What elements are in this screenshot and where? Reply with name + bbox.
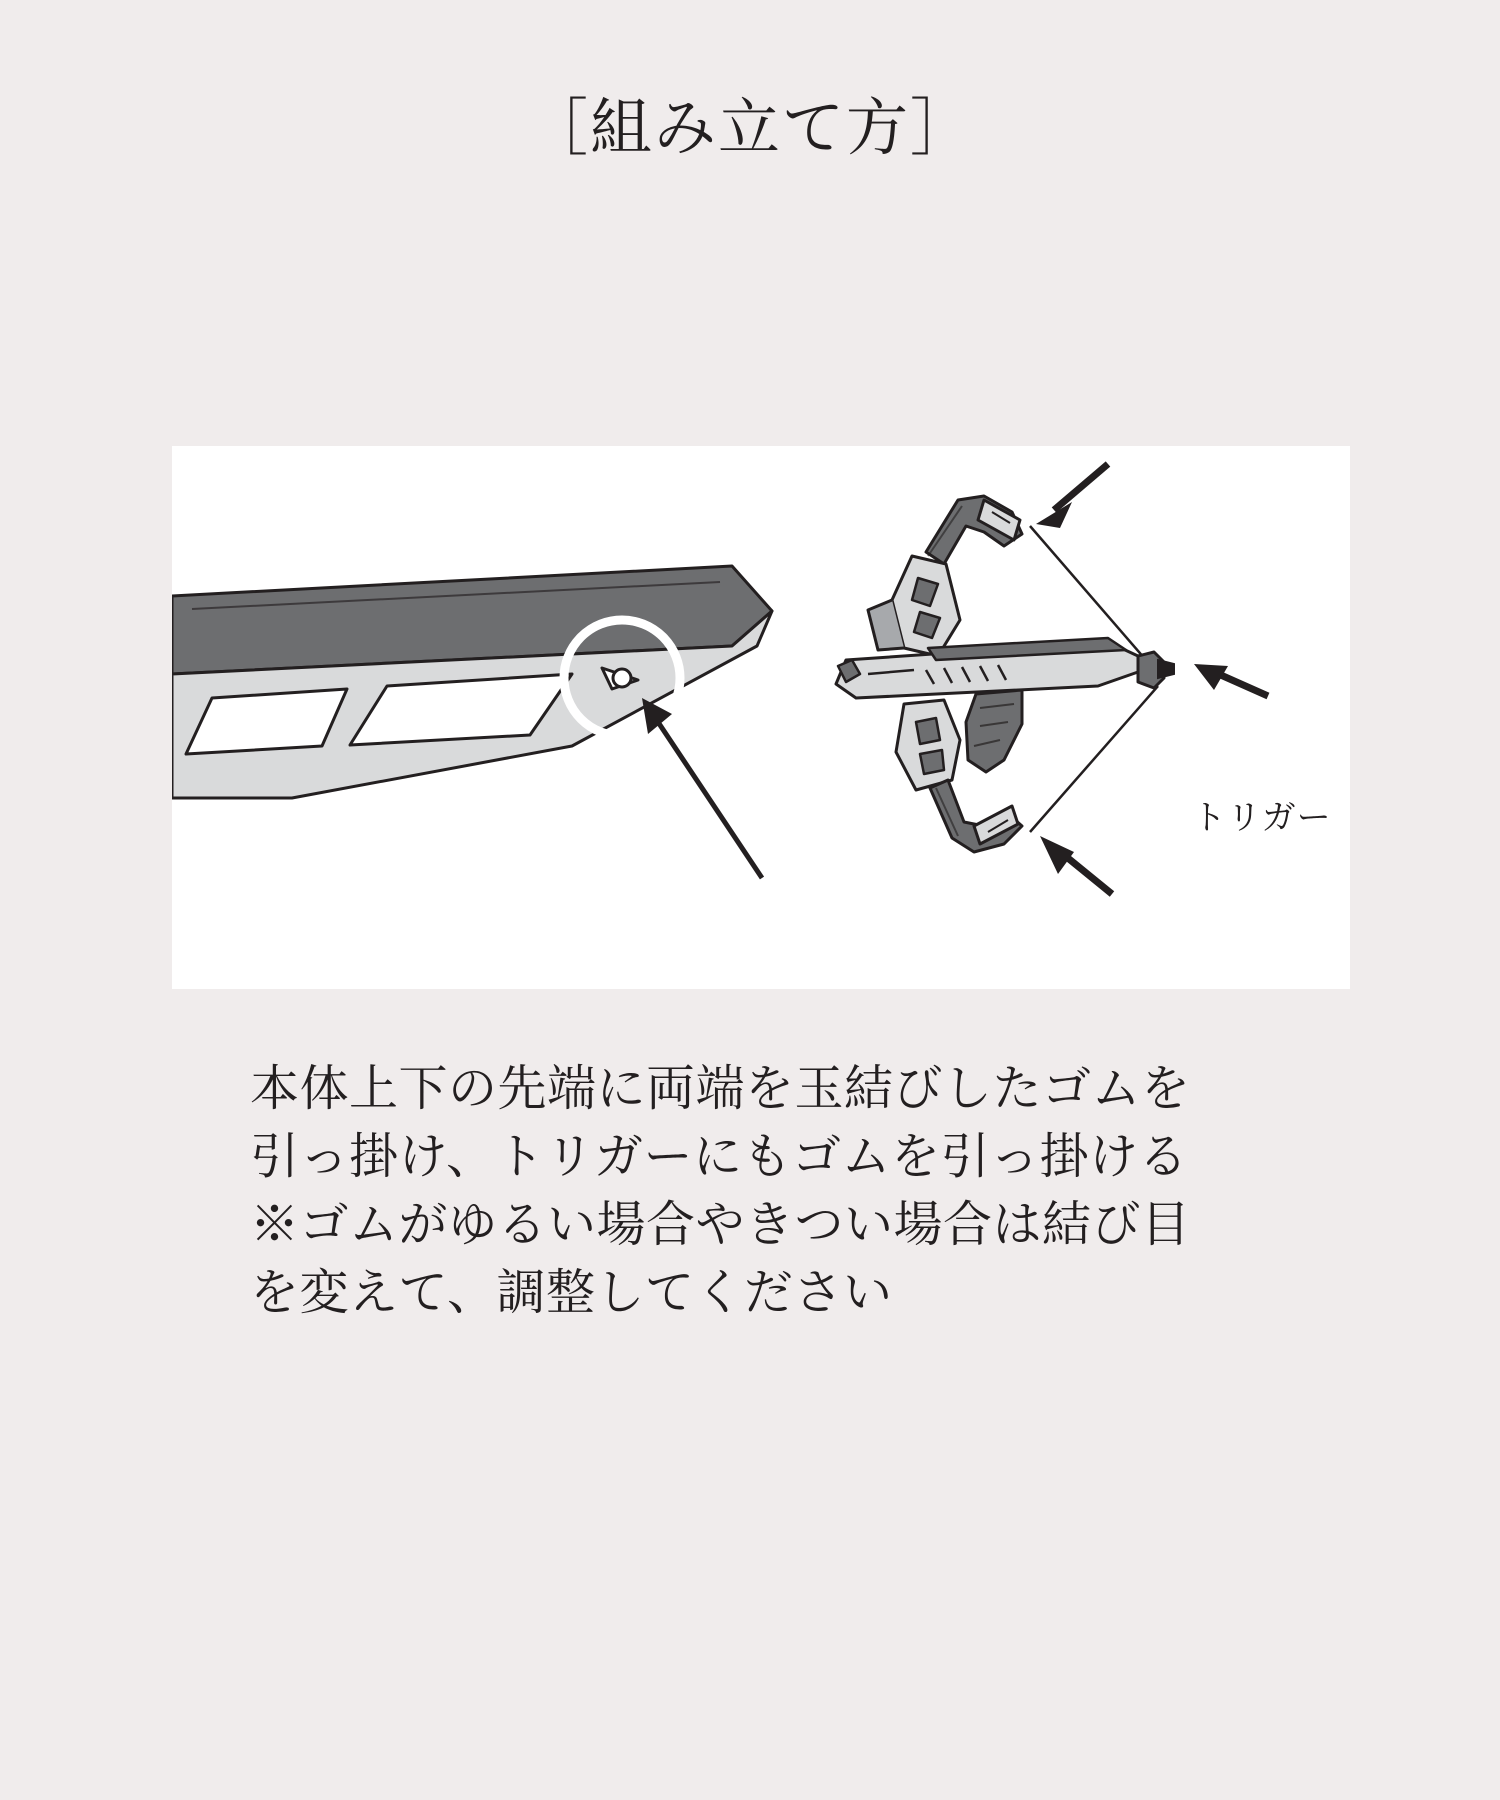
upper-riser <box>868 556 960 656</box>
lower-limb <box>930 780 1022 852</box>
closeup-pointer-arrow <box>642 698 762 878</box>
caption-line-4: を変えて、調整してください <box>250 1266 893 1320</box>
assembly-figure-illustration <box>172 446 1350 989</box>
trigger-part <box>1138 652 1174 688</box>
upper-limb <box>926 496 1022 564</box>
trigger-callout-label: トリガー <box>1192 799 1332 837</box>
limb-tip-closeup-illustration <box>172 566 772 878</box>
lower-riser <box>896 700 960 790</box>
lower-limb-arrow <box>1040 836 1112 894</box>
assembly-figure-panel <box>172 446 1350 989</box>
caption-block <box>250 1055 1370 1327</box>
trigger-arrow <box>1194 664 1268 696</box>
caption-line-2: 引っ掛け、トリガーにもゴムを引っ掛ける <box>250 1130 1189 1184</box>
page-title: ［組み立て方］ <box>525 94 974 163</box>
grip-handle <box>966 690 1022 772</box>
caption-line-3: ※ゴムがゆるい場合やきつい場合は結び目 <box>250 1198 1191 1252</box>
upper-limb-arrow <box>1036 464 1108 528</box>
caption-line-1: 本体上下の先端に両端を玉結びしたゴムを <box>250 1062 1191 1116</box>
